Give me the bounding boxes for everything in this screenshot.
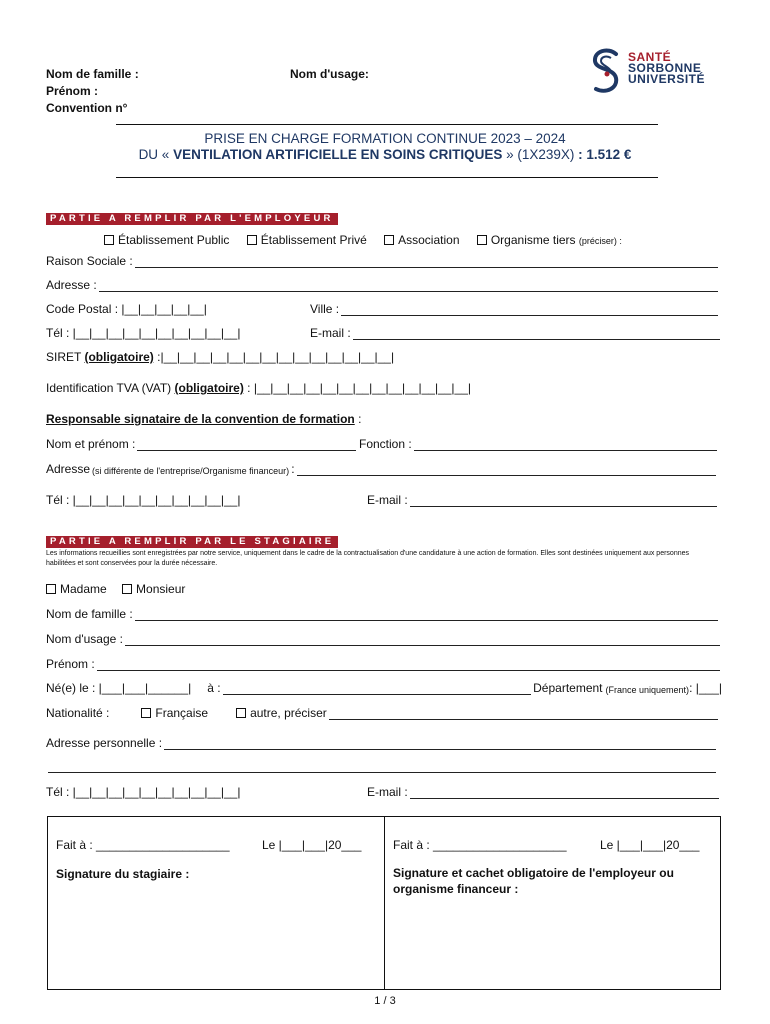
logo-text <box>628 52 705 85</box>
adresse-perso-row <box>46 736 718 750</box>
fonction-row <box>359 437 719 451</box>
code-postal-row <box>46 302 306 316</box>
header-nom-famille: Nom de famille : <box>46 67 139 81</box>
signature-divider <box>384 817 385 989</box>
checkbox-icon <box>122 584 132 594</box>
adresse-resp-field[interactable] <box>297 464 716 476</box>
monsieur-label: Monsieur <box>136 582 186 596</box>
tva-field[interactable]: : |__|__|__|__|__|__|__|__|__|__|__|__|__| <box>243 381 471 395</box>
responsable-colon: : <box>354 412 362 426</box>
email-field[interactable] <box>353 328 720 340</box>
madame-label: Madame <box>60 582 107 596</box>
left-fait-a[interactable]: Fait à : ____________________ <box>56 838 230 852</box>
tva-label: Identification TVA (VAT) <box>46 381 175 395</box>
ville-row <box>310 302 720 316</box>
header-prenom: Prénom : <box>46 84 99 98</box>
siret-row <box>46 350 394 364</box>
stagiaire-tel-field[interactable]: Tél : |__|__|__|__|__|__|__|__|__|__| <box>46 785 241 799</box>
autre-checkbox[interactable] <box>236 706 327 720</box>
logo-line-2: SORBONNE <box>628 61 702 75</box>
logo-mark <box>590 48 624 96</box>
siret-field[interactable]: :|__|__|__|__|__|__|__|__|__|__|__|__|__|__| <box>153 350 395 364</box>
email2-row <box>367 493 719 507</box>
adresse-resp-colon: : <box>291 462 295 476</box>
responsable-heading <box>46 412 361 426</box>
type-public-label: Établissement Public <box>118 233 230 247</box>
code-postal-field[interactable]: Code Postal : |__|__|__|__|__| <box>46 302 207 316</box>
stagiaire-prenom-label: Prénom : <box>46 657 95 671</box>
type-public-checkbox[interactable] <box>104 233 229 247</box>
title-program: VENTILATION ARTIFICIELLE EN SOINS CRITIQUES <box>173 147 503 162</box>
departement-label: Département <box>533 681 603 695</box>
stagiaire-email-row <box>367 785 721 799</box>
title-price: : 1.512 € <box>578 147 632 162</box>
checkbox-icon <box>141 708 151 718</box>
tel2-field[interactable]: Tél : |__|__|__|__|__|__|__|__|__|__| <box>46 493 241 507</box>
adresse-resp-note: (si différente de l'entreprise/Organisme financeur) <box>92 466 290 476</box>
title-separator-bottom <box>116 177 658 178</box>
monsieur-checkbox[interactable] <box>122 582 185 596</box>
siret-label: SIRET <box>46 350 85 364</box>
employer-types <box>104 233 622 247</box>
title-prefix: DU « <box>138 147 174 162</box>
section-heading-stagiaire: PARTIE A REMPLIR PAR LE STAGIAIRE <box>46 536 338 548</box>
checkbox-icon <box>236 708 246 718</box>
title-separator-top <box>116 124 658 125</box>
fonction-label: Fonction : <box>359 437 412 451</box>
stagiaire-email-field[interactable] <box>410 787 719 799</box>
title-line-2 <box>0 147 770 162</box>
signature-area-stagiaire[interactable] <box>52 895 378 983</box>
adresse-perso-field-2[interactable] <box>48 761 716 773</box>
type-tiers-label: Organisme tiers <box>490 233 576 247</box>
lieu-naissance-field[interactable] <box>223 683 532 695</box>
type-association-checkbox[interactable] <box>384 233 459 247</box>
type-tiers-checkbox[interactable] <box>477 233 576 247</box>
type-preciser: (préciser) : <box>578 236 622 246</box>
naissance-row <box>46 681 722 695</box>
logo-line-1: SANTÉ <box>628 50 672 64</box>
lieu-naissance-label: à : <box>207 681 221 695</box>
tva-required: (obligatoire) <box>174 381 244 395</box>
header-convention: Convention n° <box>46 101 128 115</box>
madame-checkbox[interactable] <box>46 582 107 596</box>
tva-row <box>46 381 471 395</box>
header-nom-usage: Nom d'usage: <box>290 67 369 81</box>
adresse-resp-label: Adresse <box>46 462 91 476</box>
email2-field[interactable] <box>410 495 717 507</box>
adresse-perso-field[interactable] <box>164 738 716 750</box>
stagiaire-nom-row <box>46 607 720 621</box>
nationalite-row <box>46 706 720 720</box>
checkbox-icon <box>477 235 487 245</box>
right-fait-a[interactable]: Fait à : ____________________ <box>393 838 567 852</box>
type-prive-label: Établissement Privé <box>260 233 367 247</box>
date-naissance-field[interactable]: Né(e) le : |___|___|______| <box>46 681 192 695</box>
adresse-resp-row <box>46 462 718 476</box>
stagiaire-email-label: E-mail : <box>367 785 408 799</box>
nationalite-label: Nationalité : <box>46 706 110 720</box>
siret-required: (obligatoire) <box>84 350 154 364</box>
nom-prenom-label: Nom et prénom : <box>46 437 136 451</box>
francaise-label: Française <box>155 706 209 720</box>
stagiaire-tel-row <box>46 785 306 799</box>
adresse-perso-label: Adresse personnelle : <box>46 736 163 750</box>
email2-label: E-mail : <box>367 493 408 507</box>
adresse-field[interactable] <box>99 280 718 292</box>
adresse-row <box>46 278 720 292</box>
ville-field[interactable] <box>341 304 718 316</box>
checkbox-icon <box>384 235 394 245</box>
raison-sociale-field[interactable] <box>135 256 718 268</box>
tel-field[interactable]: Tél : |__|__|__|__|__|__|__|__|__|__| <box>46 326 241 340</box>
left-date[interactable]: Le |___|___|20___ <box>262 838 362 852</box>
tel2-row <box>46 493 306 507</box>
privacy-notice: Les informations recueillies sont enregistrées par notre service, uniquement dans le cadre de la contractualisation d'une candidature à une action de formation. Elles sont destinées uniquement aux personnes habilitées et sont conservées pour la durée nécessaire. <box>46 550 689 567</box>
logo <box>590 48 624 99</box>
adresse-perso-row-2 <box>46 761 718 773</box>
stagiaire-usage-label: Nom d'usage : <box>46 632 123 646</box>
checkbox-icon <box>247 235 257 245</box>
left-signature-label: Signature du stagiaire : <box>56 867 190 881</box>
nom-prenom-field[interactable] <box>137 439 356 451</box>
autre-label: autre, préciser <box>250 706 327 720</box>
ville-label: Ville : <box>310 302 340 316</box>
title-line-1: PRISE EN CHARGE FORMATION CONTINUE 2023 – 2024 <box>204 131 566 146</box>
checkbox-icon <box>46 584 56 594</box>
section-heading-employeur: PARTIE A REMPLIR PAR L'EMPLOYEUR <box>46 213 338 225</box>
signature-area-employeur[interactable] <box>388 901 714 983</box>
responsable-title: Responsable signataire de la convention de formation <box>46 412 355 426</box>
departement-note: (France uniquement) <box>605 685 690 695</box>
email-label: E-mail : <box>310 326 351 340</box>
departement-field[interactable]: : |___| <box>689 681 722 695</box>
stagiaire-nom-label: Nom de famille : <box>46 607 133 621</box>
tel-row <box>46 326 306 340</box>
fonction-field[interactable] <box>414 439 717 451</box>
type-association-label: Association <box>398 233 460 247</box>
adresse-label: Adresse : <box>46 278 97 292</box>
right-date[interactable]: Le |___|___|20___ <box>600 838 700 852</box>
autre-field[interactable] <box>329 708 718 720</box>
stagiaire-usage-field[interactable] <box>125 634 720 646</box>
signature-box <box>47 816 721 990</box>
page-number: 1 / 3 <box>374 995 396 1007</box>
logo-line-3: UNIVERSITÉ <box>628 72 706 86</box>
stagiaire-usage-row <box>46 632 722 646</box>
checkbox-icon <box>104 235 114 245</box>
title-code: » (1X239X) <box>502 147 579 162</box>
stagiaire-prenom-field[interactable] <box>97 659 720 671</box>
type-prive-checkbox[interactable] <box>247 233 367 247</box>
right-signature-label: Signature et cachet obligatoire de l'employeur ou organisme financeur : <box>393 866 674 896</box>
civilite-row <box>46 582 185 596</box>
nom-prenom-row <box>46 437 358 451</box>
raison-sociale-row <box>46 254 720 268</box>
stagiaire-nom-field[interactable] <box>135 609 718 621</box>
stagiaire-prenom-row <box>46 657 722 671</box>
raison-sociale-label: Raison Sociale : <box>46 254 133 268</box>
email-row <box>310 326 722 340</box>
francaise-checkbox[interactable] <box>141 706 208 720</box>
